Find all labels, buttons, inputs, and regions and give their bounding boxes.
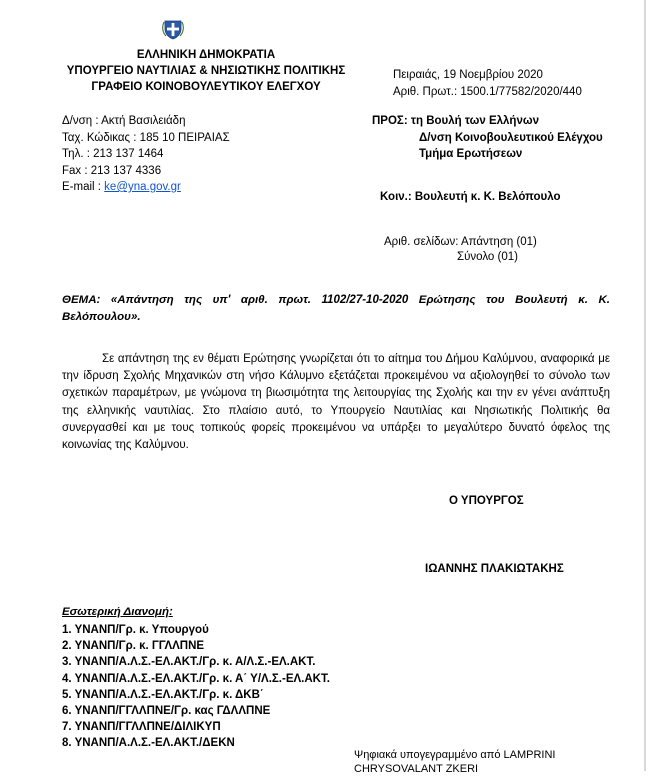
contact-block — [62, 113, 230, 196]
contact-email-label: E-mail : — [62, 181, 105, 193]
body-paragraph: Σε απάντηση της εν θέματι Ερώτησης γνωρίζεται ότι το αίτημα του Δήμου Καλύμνου, αναφορικά με την ίδρυση Σχολής Μηχανικών στη νήσο Κάλυμνο εξετάζεται προκειμένου να αξιολογηθεί το σύνολο των σχετικών παραμέτρων, με γνώμονα τη βιωσιμότητα της λειτουργίας της Σχολής και την εν γένει ανάπτυξη της ελληνικής ναυτιλίας. Στο πλαίσιο αυτό, το Υπουργείο Ναυτιλίας και Νησιωτικής Πολιτικής θα συνεργασθεί και με τους τοπικούς φορείς προκειμένου να υπάρξει το μεγαλύτερο δυνατό όφελος της κοινωνίας της Καλύμνου. — [62, 353, 610, 452]
distribution-list — [62, 622, 330, 752]
distribution-item: 4. ΥΝΑΝΠ/Α.Λ.Σ.-ΕΛ.ΑΚΤ./Γρ. κ. Α΄ Υ/Λ.Σ.-ΕΛ.ΑΚΤ. — [62, 672, 330, 685]
distribution-title: Εσωτερική Διανομή: — [62, 606, 173, 618]
ministry-line-2: ΥΠΟΥΡΓΕΙΟ ΝΑΥΤΙΛΙΑΣ & ΝΗΣΙΩΤΙΚΗΣ ΠΟΛΙΤΙΚΗΣ — [66, 65, 346, 77]
ministry-header — [58, 47, 354, 95]
recipient-cc: Κοιν.: Βουλευτή κ. Κ. Βελόπουλο — [380, 191, 561, 203]
contact-fax: Fax : 213 137 4336 — [62, 164, 162, 177]
digital-signature-line-2: CHRYSOVALANT ZKERI — [354, 763, 479, 775]
digital-signature-line-1: Ψηφιακά υπογεγραμμένο από LAMPRINI — [354, 749, 556, 761]
signature-name: ΙΩΑΝΝΗΣ ΠΛΑΚΙΩΤΑΚΗΣ — [425, 563, 564, 575]
signature-role: Ο ΥΠΟΥΡΓΟΣ — [449, 495, 524, 507]
recipient-to-line-1: τη Βουλή των Ελλήνων — [410, 115, 539, 127]
email-link[interactable]: ke@yna.gov.gr — [104, 181, 181, 193]
pages-count-line-1: Αριθ. σελίδων: Απάντηση (01) — [384, 236, 537, 248]
distribution-item: 1. ΥΝΑΝΠ/Γρ. κ. Υπουργού — [62, 624, 209, 636]
date-protocol-block — [393, 67, 582, 100]
contact-postal: Ταχ. Κώδικας : 185 10 ΠΕΙΡΑΙΑΣ — [62, 131, 230, 144]
recipient-to-line-3: Τμήμα Ερωτήσεων — [419, 148, 523, 160]
distribution-item: 8. ΥΝΑΝΠ/Α.Λ.Σ.-ΕΛ.ΑΚΤ./ΔΕΚΝ — [62, 737, 235, 750]
distribution-item: 5. ΥΝΑΝΠ/Α.Λ.Σ.-ΕΛ.ΑΚΤ./Γρ. κ. ΔΚΒ΄ — [62, 688, 264, 701]
ministry-line-1: ΕΛΛΗΝΙΚΗ ΔΗΜΟΚΡΑΤΙΑ — [136, 49, 276, 61]
distribution-item: 2. ΥΝΑΝΠ/Γρ. κ. ΓΓΛΛΠΝΕ — [62, 640, 205, 653]
recipient-block — [372, 113, 603, 163]
distribution-item: 3. ΥΝΑΝΠ/Α.Λ.Σ.-ΕΛ.ΑΚΤ./Γρ. κ. Α/Λ.Σ.-ΕΛ.ΑΚΤ. — [62, 656, 316, 669]
contact-department: Δ/νση : Ακτή Βασιλειάδη — [62, 115, 186, 127]
protocol-number: Αριθ. Πρωτ.: 1500.1/77582/2020/440 — [393, 85, 582, 98]
pages-count-line-2: Σύνολο (01) — [457, 251, 518, 263]
contact-email-row — [62, 179, 230, 196]
contact-phone: Τηλ. : 213 137 1464 — [62, 148, 164, 160]
digital-signature-stamp — [354, 748, 555, 776]
distribution-item: 7. ΥΝΑΝΠ/ΓΓΛΛΠΝΕ/ΔΙΛΙΚΥΠ — [62, 721, 221, 734]
recipient-to-row — [372, 113, 603, 130]
distribution-item: 6. ΥΝΑΝΠ/ΓΓΛΛΠΝΕ/Γρ. κας ΓΔΛΛΠΝΕ — [62, 705, 271, 718]
subject-line: ΘΕΜΑ: «Απάντηση της υπ' αριθ. πρωτ. 1102/27-10-2020 Ερώτησης του Βουλευτή κ. Κ. Βελόπουλου». — [62, 294, 610, 323]
recipient-to-label: ΠΡΟΣ: — [372, 115, 411, 127]
place-date: Πειραιάς, 19 Νοεμβρίου 2020 — [393, 69, 543, 81]
ministry-line-3: ΓΡΑΦΕΙΟ ΚΟΙΝΟΒΟΥΛΕΥΤΙΚΟΥ ΕΛΕΓΧΟΥ — [91, 81, 321, 93]
greek-coat-of-arms-icon — [162, 18, 184, 40]
recipient-to-line-2: Δ/νση Κοινοβουλευτικού Ελέγχου — [419, 131, 603, 144]
